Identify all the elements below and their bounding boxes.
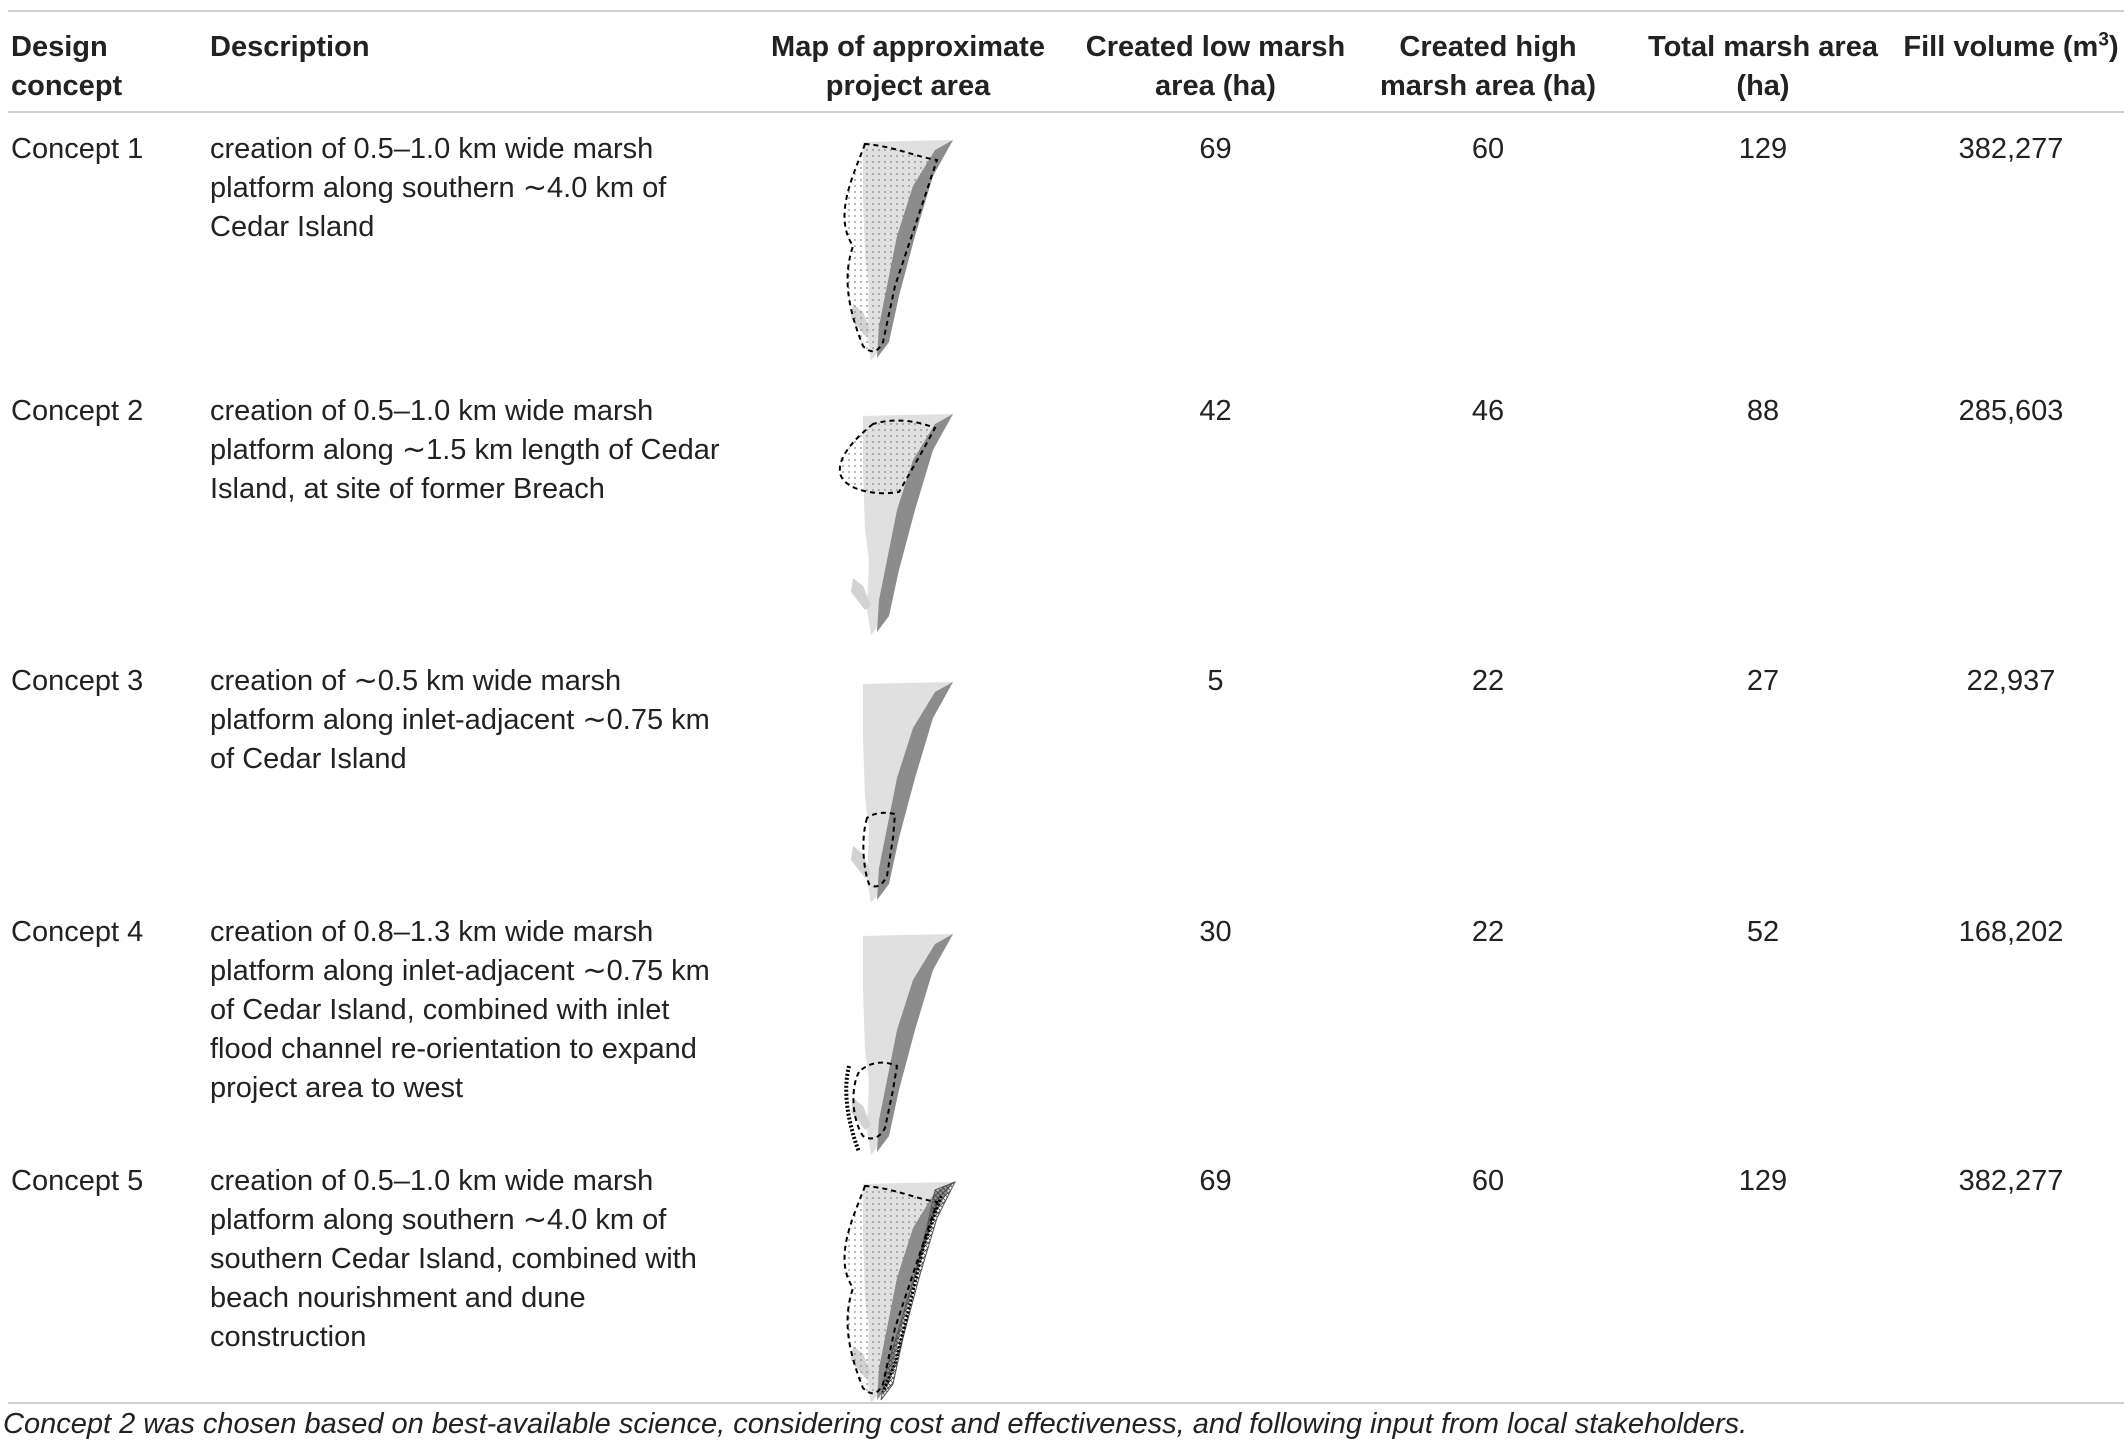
row-5-fill-volume: 382,277 bbox=[1958, 1165, 2064, 1197]
header-fill-volume-label: Fill volume (m bbox=[1903, 31, 2099, 63]
header-fill-volume bbox=[1898, 28, 2124, 67]
table-bottom-rule bbox=[8, 1402, 2124, 1404]
row-3-fill-volume: 22,937 bbox=[1966, 665, 2056, 697]
header-design-concept: Design concept bbox=[11, 31, 123, 102]
row-1-description: creation of 0.5–1.0 km wide marsh platform along southern ∼4.0 km of Cedar Island bbox=[210, 133, 667, 243]
row-4-total-marsh: 52 bbox=[1746, 916, 1780, 948]
row-3-high-marsh: 22 bbox=[1471, 665, 1505, 697]
row-5-high-marsh: 60 bbox=[1471, 1165, 1505, 1197]
header-rule bbox=[8, 111, 2124, 113]
row-5-map bbox=[823, 1178, 963, 1408]
row-1-high-marsh: 60 bbox=[1471, 133, 1505, 165]
row-4-fill-volume: 168,202 bbox=[1958, 916, 2064, 948]
row-1-total-marsh: 129 bbox=[1738, 133, 1788, 165]
row-3-low-marsh: 5 bbox=[1207, 665, 1224, 697]
row-4-high-marsh: 22 bbox=[1471, 916, 1505, 948]
header-fill-volume-close: ) bbox=[2108, 31, 2119, 63]
header-total-marsh: Total marsh area (ha) bbox=[1648, 31, 1878, 102]
row-3-map bbox=[823, 678, 963, 908]
row-2-concept: Concept 2 bbox=[11, 395, 144, 427]
row-1-fill-volume: 382,277 bbox=[1958, 133, 2064, 165]
row-2-description: creation of 0.5–1.0 km wide marsh platform along ∼1.5 km length of Cedar Island, at site of former Breach bbox=[210, 395, 720, 505]
table-top-rule bbox=[8, 10, 2124, 12]
row-2-map bbox=[823, 410, 963, 640]
row-1-map bbox=[823, 136, 963, 366]
row-4-map bbox=[823, 930, 963, 1160]
header-high-marsh: Created high marsh area (ha) bbox=[1380, 31, 1596, 102]
header-low-marsh: Created low marsh area (ha) bbox=[1085, 31, 1346, 102]
row-3-description: creation of ∼0.5 km wide marsh platform along inlet-adjacent ∼0.75 km of Cedar Island bbox=[210, 665, 710, 775]
row-4-concept: Concept 4 bbox=[11, 916, 144, 948]
row-2-high-marsh: 46 bbox=[1471, 395, 1505, 427]
row-5-concept: Concept 5 bbox=[11, 1165, 144, 1197]
row-2-low-marsh: 42 bbox=[1199, 395, 1232, 427]
row-5-description: creation of 0.5–1.0 km wide marsh platform along southern ∼4.0 km of southern Cedar Island, combined with beach nourishment and dune construction bbox=[210, 1165, 697, 1353]
row-3-concept: Concept 3 bbox=[11, 665, 144, 697]
row-3-total-marsh: 27 bbox=[1746, 665, 1780, 697]
row-1-low-marsh: 69 bbox=[1199, 133, 1232, 165]
row-5-total-marsh: 129 bbox=[1738, 1165, 1788, 1197]
header-description: Description bbox=[210, 31, 370, 63]
row-4-low-marsh: 30 bbox=[1199, 916, 1232, 948]
row-5-low-marsh: 69 bbox=[1199, 1165, 1232, 1197]
table-caption: Concept 2 was chosen based on best-available science, considering cost and effectiveness, and following input from local stakeholders. bbox=[3, 1408, 1748, 1440]
row-2-fill-volume: 285,603 bbox=[1958, 395, 2064, 427]
header-map: Map of approximate project area bbox=[771, 31, 1045, 102]
row-2-total-marsh: 88 bbox=[1746, 395, 1780, 427]
header-fill-volume-superscript: 3 bbox=[2098, 29, 2109, 51]
row-1-concept: Concept 1 bbox=[11, 133, 144, 165]
row-4-description: creation of 0.8–1.3 km wide marsh platform along inlet-adjacent ∼0.75 km of Cedar Island, combined with inlet flood channel re-orientation to expand project area to west bbox=[210, 916, 710, 1104]
